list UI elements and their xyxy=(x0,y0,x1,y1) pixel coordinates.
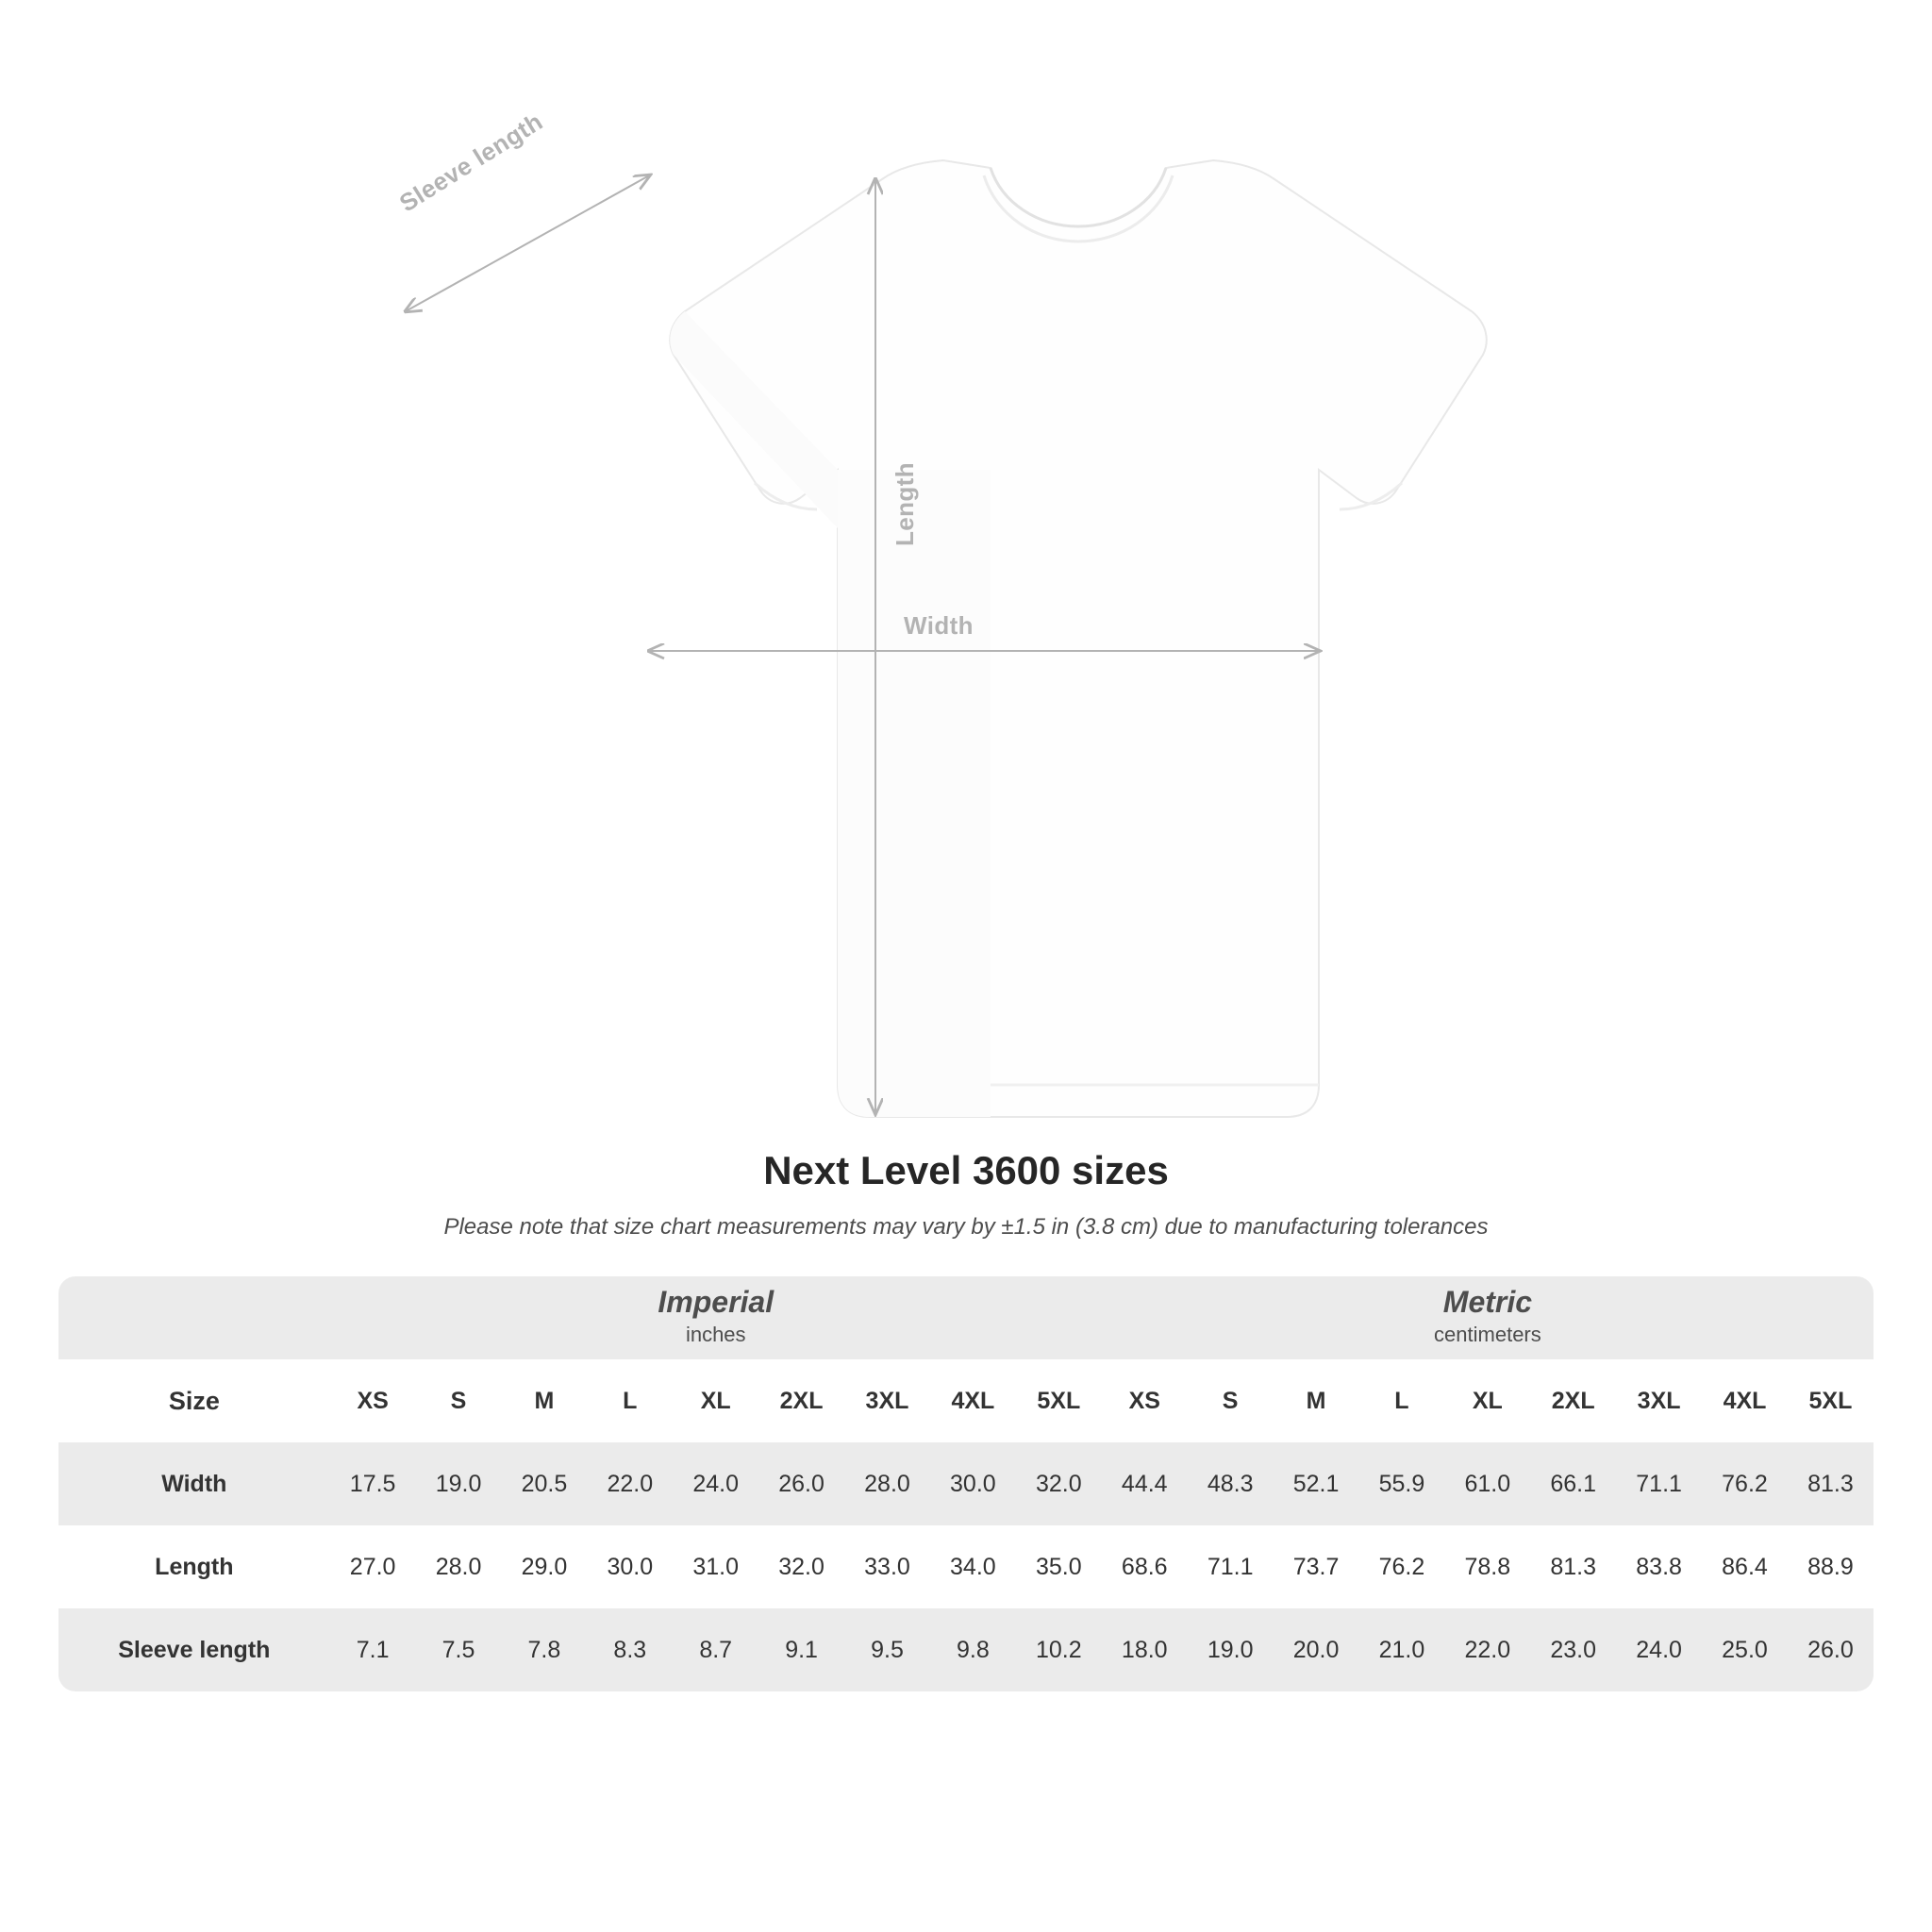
cell-sleeve-metric-5xl: 26.0 xyxy=(1788,1608,1874,1691)
cell-width-metric-m: 52.1 xyxy=(1274,1442,1359,1525)
cell-length-imperial-3xl: 33.0 xyxy=(844,1525,930,1608)
length-label: Length xyxy=(891,462,919,547)
cell-sleeve-imperial-l: 8.3 xyxy=(587,1608,673,1691)
cell-width-imperial-s: 19.0 xyxy=(416,1442,502,1525)
cell-sleeve-metric-4xl: 25.0 xyxy=(1702,1608,1788,1691)
cell-sleeve-metric-xs: 18.0 xyxy=(1102,1608,1188,1691)
cell-length-metric-3xl: 83.8 xyxy=(1616,1525,1702,1608)
unit-header-row xyxy=(58,1276,1874,1359)
cell-width-imperial-l: 22.0 xyxy=(587,1442,673,1525)
size-header-metric-xl: XL xyxy=(1444,1359,1530,1442)
size-header-label: Size xyxy=(58,1359,330,1442)
size-header-imperial-s: S xyxy=(416,1359,502,1442)
cell-length-imperial-xs: 27.0 xyxy=(330,1525,416,1608)
cell-width-imperial-3xl: 28.0 xyxy=(844,1442,930,1525)
size-header-metric-l: L xyxy=(1358,1359,1444,1442)
cell-length-imperial-m: 29.0 xyxy=(501,1525,587,1608)
cell-sleeve-metric-2xl: 23.0 xyxy=(1530,1608,1616,1691)
cell-sleeve-metric-s: 19.0 xyxy=(1188,1608,1274,1691)
row-label-sleeve-length: Sleeve length xyxy=(58,1608,330,1691)
size-header-imperial-xs: XS xyxy=(330,1359,416,1442)
cell-width-imperial-m: 20.5 xyxy=(501,1442,587,1525)
cell-sleeve-imperial-5xl: 10.2 xyxy=(1016,1608,1102,1691)
size-table xyxy=(58,1276,1874,1691)
cell-sleeve-imperial-xs: 7.1 xyxy=(330,1608,416,1691)
size-header-row xyxy=(58,1359,1874,1442)
cell-sleeve-metric-xl: 22.0 xyxy=(1444,1608,1530,1691)
cell-width-imperial-4xl: 30.0 xyxy=(930,1442,1016,1525)
page-title: Next Level 3600 sizes xyxy=(763,1148,1169,1192)
unit-group-metric-title: Metric xyxy=(1442,1284,1533,1319)
cell-length-metric-4xl: 86.4 xyxy=(1702,1525,1788,1608)
unit-header-spacer xyxy=(58,1276,330,1359)
unit-group-imperial-title: Imperial xyxy=(658,1284,774,1319)
tshirt-shape xyxy=(670,160,1487,1117)
cell-length-metric-xl: 78.8 xyxy=(1444,1525,1530,1608)
unit-group-metric-sub: centimeters xyxy=(1434,1323,1541,1347)
width-label: Width xyxy=(904,611,974,640)
cell-sleeve-metric-l: 21.0 xyxy=(1358,1608,1444,1691)
table-row xyxy=(58,1525,1874,1608)
cell-length-metric-l: 76.2 xyxy=(1358,1525,1444,1608)
cell-width-metric-5xl: 81.3 xyxy=(1788,1442,1874,1525)
size-header-imperial-4xl: 4XL xyxy=(930,1359,1016,1442)
cell-sleeve-metric-m: 20.0 xyxy=(1274,1608,1359,1691)
cell-length-imperial-s: 28.0 xyxy=(416,1525,502,1608)
cell-sleeve-metric-3xl: 24.0 xyxy=(1616,1608,1702,1691)
unit-group-imperial xyxy=(330,1276,1102,1359)
cell-width-imperial-xs: 17.5 xyxy=(330,1442,416,1525)
cell-length-metric-5xl: 88.9 xyxy=(1788,1525,1874,1608)
size-header-metric-2xl: 2XL xyxy=(1530,1359,1616,1442)
cell-sleeve-imperial-m: 7.8 xyxy=(501,1608,587,1691)
cell-sleeve-imperial-xl: 8.7 xyxy=(673,1608,758,1691)
size-header-metric-xs: XS xyxy=(1102,1359,1188,1442)
cell-length-imperial-2xl: 32.0 xyxy=(758,1525,844,1608)
cell-length-imperial-xl: 31.0 xyxy=(673,1525,758,1608)
cell-sleeve-imperial-4xl: 9.8 xyxy=(930,1608,1016,1691)
cell-length-metric-2xl: 81.3 xyxy=(1530,1525,1616,1608)
cell-width-imperial-xl: 24.0 xyxy=(673,1442,758,1525)
size-header-metric-3xl: 3XL xyxy=(1616,1359,1702,1442)
cell-width-metric-3xl: 71.1 xyxy=(1616,1442,1702,1525)
size-table-container xyxy=(58,1276,1874,1691)
size-header-metric-5xl: 5XL xyxy=(1788,1359,1874,1442)
size-header-imperial-m: M xyxy=(501,1359,587,1442)
size-header-metric-4xl: 4XL xyxy=(1702,1359,1788,1442)
cell-width-metric-2xl: 66.1 xyxy=(1530,1442,1616,1525)
size-header-imperial-3xl: 3XL xyxy=(844,1359,930,1442)
sleeve-length-label: Sleeve length xyxy=(394,107,548,218)
cell-sleeve-imperial-3xl: 9.5 xyxy=(844,1608,930,1691)
cell-length-metric-xs: 68.6 xyxy=(1102,1525,1188,1608)
table-row xyxy=(58,1442,1874,1525)
tolerance-note: Please note that size chart measurements may vary by ±1.5 in (3.8 cm) due to manufacturing tolerances xyxy=(443,1214,1489,1240)
cell-width-metric-xl: 61.0 xyxy=(1444,1442,1530,1525)
cell-sleeve-imperial-2xl: 9.1 xyxy=(758,1608,844,1691)
cell-length-imperial-l: 30.0 xyxy=(587,1525,673,1608)
unit-group-imperial-sub: inches xyxy=(685,1323,746,1347)
size-header-imperial-xl: XL xyxy=(673,1359,758,1442)
size-header-imperial-l: L xyxy=(587,1359,673,1442)
size-header-metric-m: M xyxy=(1274,1359,1359,1442)
cell-width-imperial-5xl: 32.0 xyxy=(1016,1442,1102,1525)
row-label-length: Length xyxy=(58,1525,330,1608)
size-header-metric-s: S xyxy=(1188,1359,1274,1442)
size-header-imperial-5xl: 5XL xyxy=(1016,1359,1102,1442)
cell-length-metric-s: 71.1 xyxy=(1188,1525,1274,1608)
cell-width-imperial-2xl: 26.0 xyxy=(758,1442,844,1525)
cell-length-imperial-4xl: 34.0 xyxy=(930,1525,1016,1608)
table-row xyxy=(58,1608,1874,1691)
cell-length-imperial-5xl: 35.0 xyxy=(1016,1525,1102,1608)
cell-width-metric-s: 48.3 xyxy=(1188,1442,1274,1525)
cell-length-metric-m: 73.7 xyxy=(1274,1525,1359,1608)
cell-width-metric-4xl: 76.2 xyxy=(1702,1442,1788,1525)
size-header-imperial-2xl: 2XL xyxy=(758,1359,844,1442)
unit-group-metric xyxy=(1102,1276,1874,1359)
cell-sleeve-imperial-s: 7.5 xyxy=(416,1608,502,1691)
row-label-width: Width xyxy=(58,1442,330,1525)
cell-width-metric-l: 55.9 xyxy=(1358,1442,1444,1525)
cell-width-metric-xs: 44.4 xyxy=(1102,1442,1188,1525)
